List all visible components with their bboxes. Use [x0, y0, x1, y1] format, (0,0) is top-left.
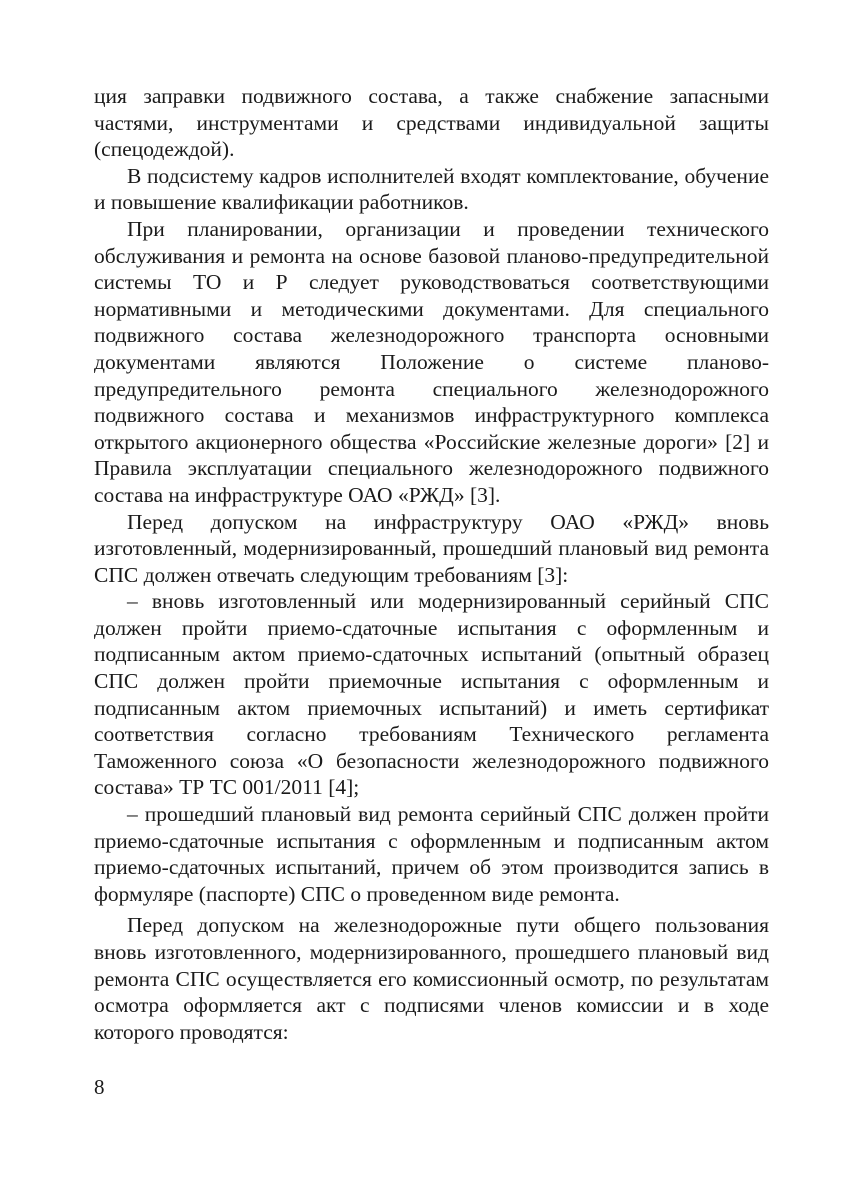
list-item-new-sps: – вновь изготовленный или модернизированный серийный СПС должен пройти приемо-сдаточные испытания с оформленным и подписанным актом приемо-сдаточных испытаний (опытный образец СПС должен пройти приемочные испытания с оформленным и подписанным актом приемочных испытаний) и иметь сертификат соответствия согласно требованиям Технического регламента Таможенного союза «О безопасности железнодорожного подвижного состава» ТР ТС 001/2011 [4]; — [94, 589, 769, 800]
paragraph-commission-inspection: Перед допуском на железнодорожные пути общего пользования вновь изготовленного, модернизированного, прошедшего плановый вид ремонта СПС осуществляется его комиссионный осмотр, по результатам осмотра оформляется акт с подписями членов комиссии и в ходе которого проводятся: — [94, 913, 769, 1044]
list-item-repaired-sps: – прошедший плановый вид ремонта серийный СПС должен пройти приемо-сдаточные испытания с оформленным и подписанным актом приемо-сдаточных испытаний, причем об этом производится запись в формуляре (паспорте) СПС о проведенном виде ремонта. — [94, 802, 769, 906]
page-body — [94, 83, 769, 1045]
paragraph-personnel: В подсистему кадров исполнителей входят комплектование, обучение и повышение квалификации работников. — [94, 163, 769, 215]
paragraph-continuation: ция заправки подвижного состава, а также снабжение запасными частями, инструментами и средствами индивидуальной защиты (спецодеждой). — [94, 84, 769, 162]
paragraph-admission-requirements: Перед допуском на инфраструктуру ОАО «РЖД» вновь изготовленный, модернизированный, прошедший плановый вид ремонта СПС должен отвечать следующим требованиям [3]: — [94, 509, 769, 587]
paragraph-planning: При планировании, организации и проведении технического обслуживания и ремонта на основе базовой планово-предупредительной системы ТО и Р следует руководствоваться соответствующими нормативными и методическими документами. Для специального подвижного состава железнодорожного транспорта основными документами являются Положение о системе планово-предупредительного ремонта специального железнодорожного подвижного состава и механизмов инфраструктурного комплекса открытого акционерного общества «Российские железные дороги» [2] и Правила эксплуатации специального железнодорожного подвижного состава на инфраструктуре ОАО «РЖД» [3]. — [94, 216, 769, 507]
page-number: 8 — [94, 1075, 105, 1099]
